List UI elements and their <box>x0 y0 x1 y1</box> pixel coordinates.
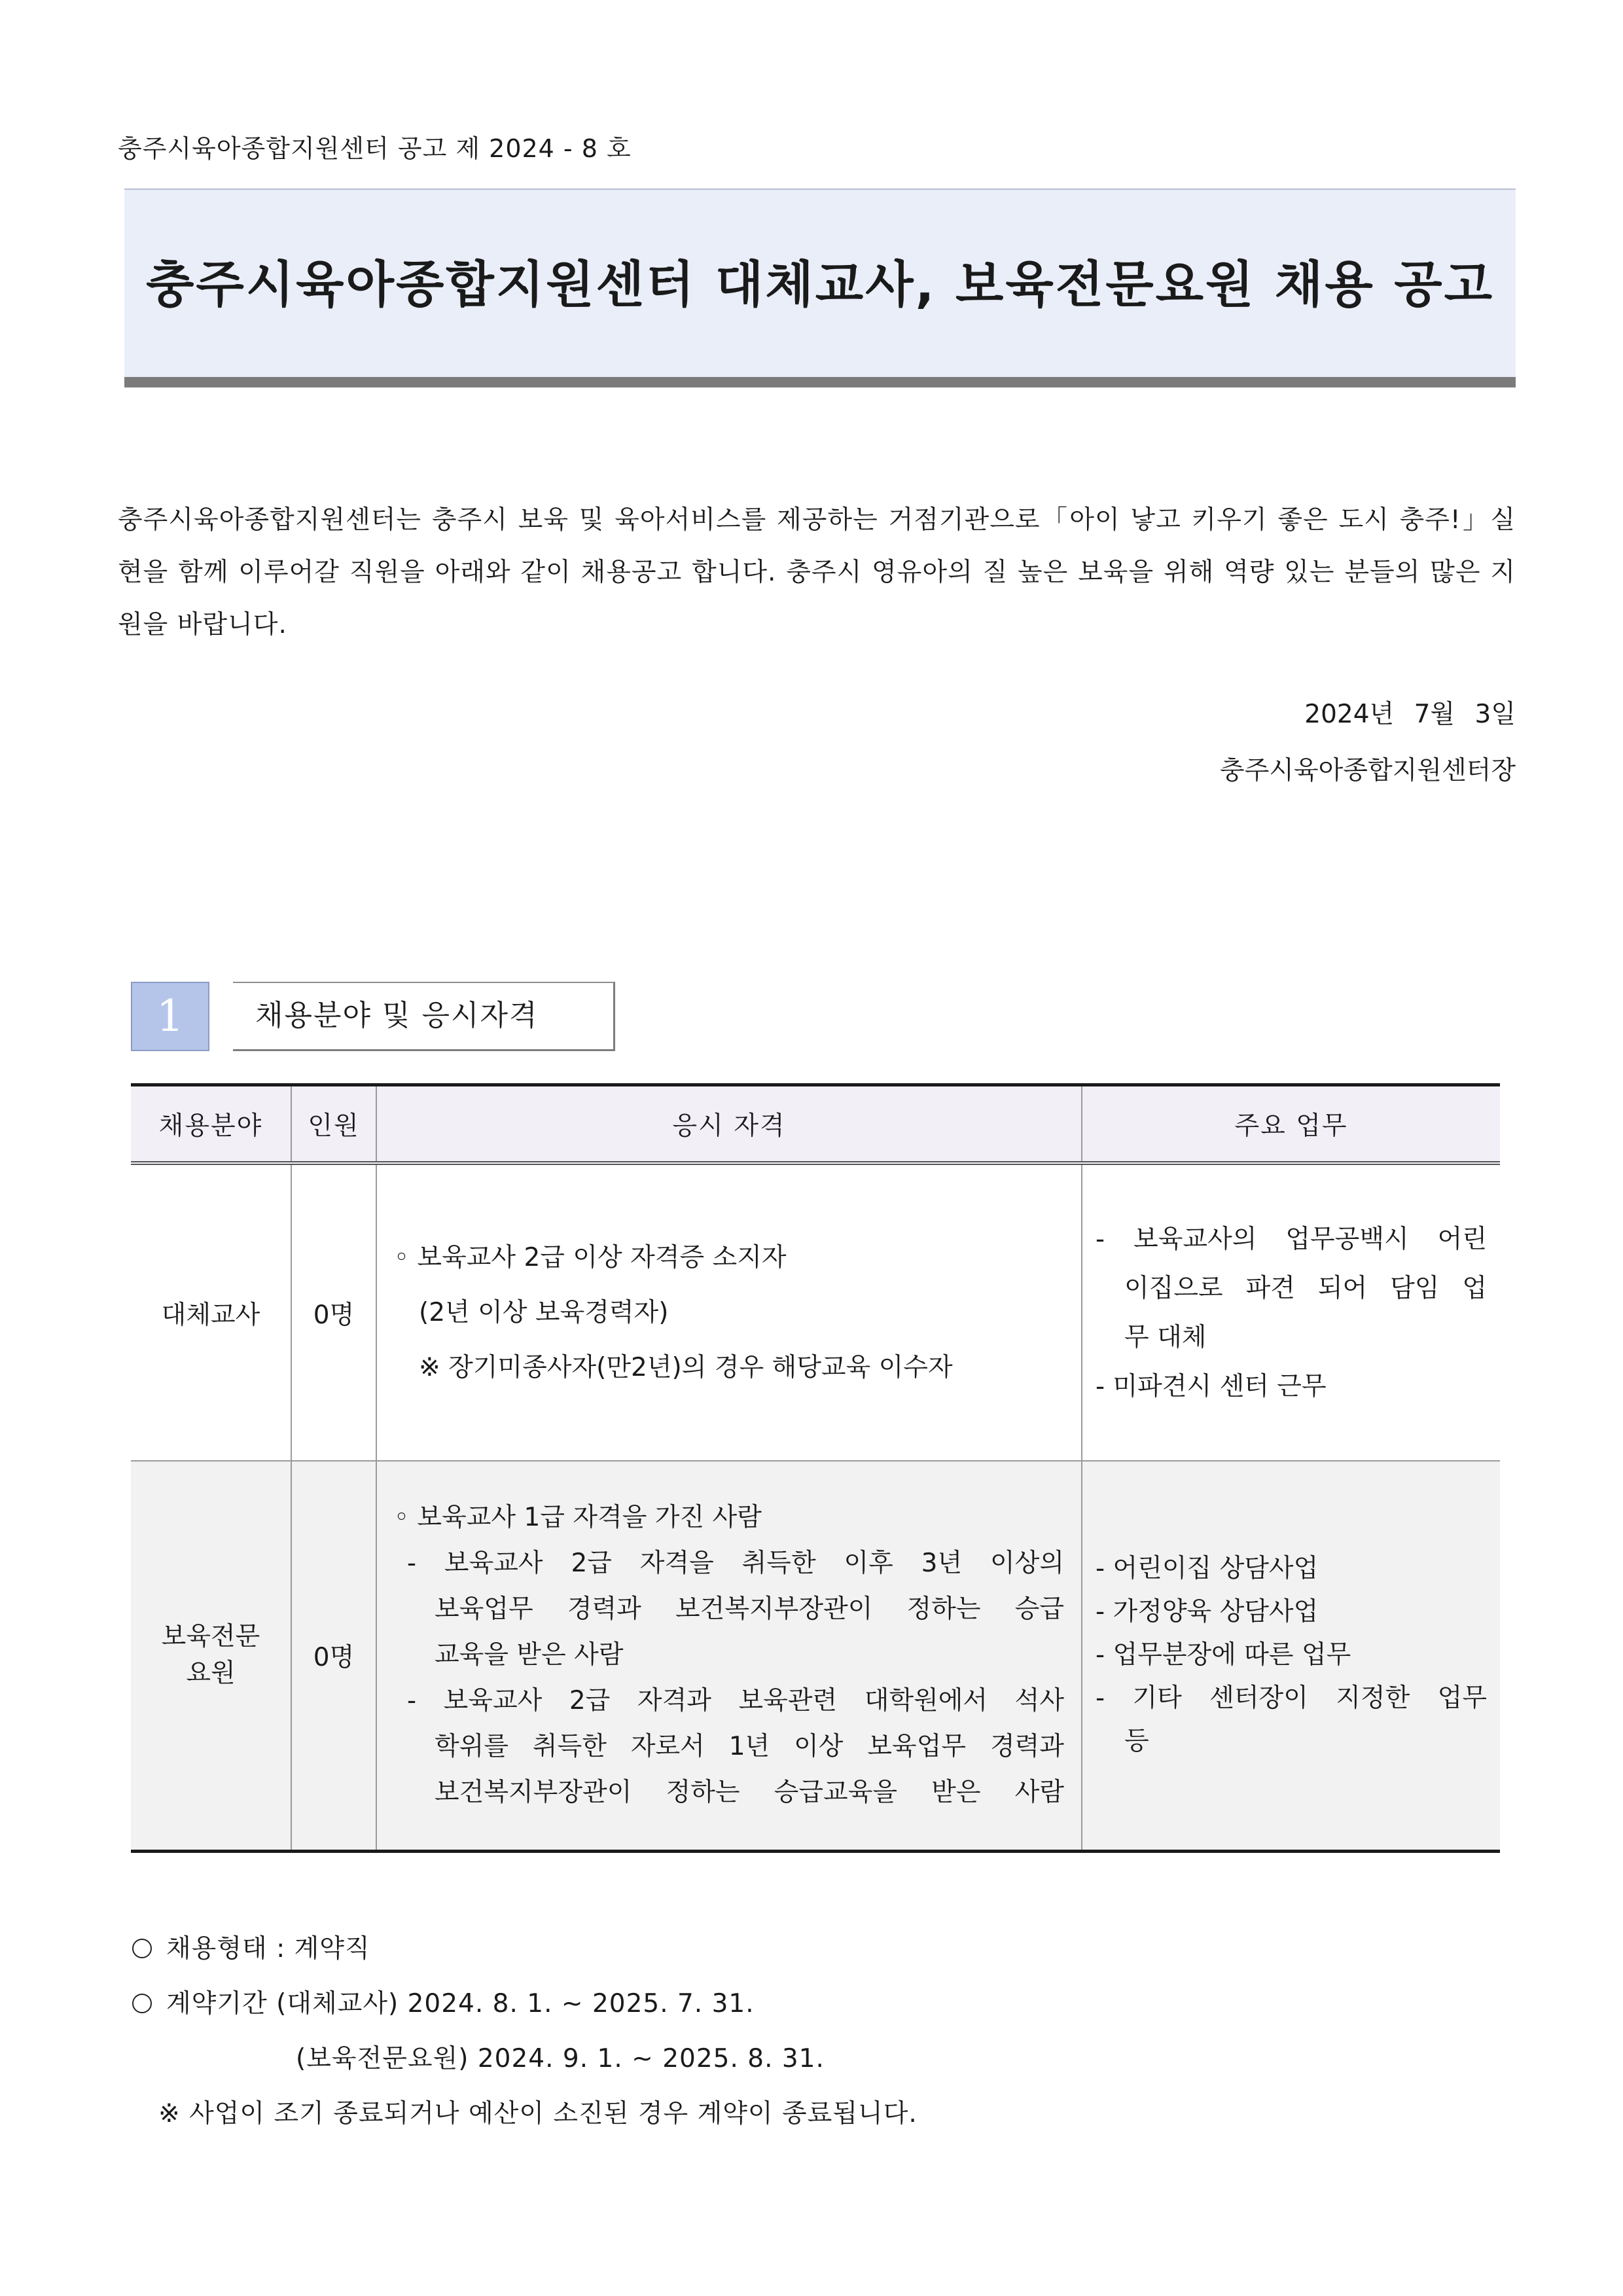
section-title: 채용분야 및 응시자격 <box>233 982 615 1051</box>
contract-period-line <box>132 1977 918 2032</box>
page-title: 충주시육아종합지원센터 대체교사, 보육전문요원 채용 공고 <box>145 255 1495 314</box>
employment-type: 채용형태 : 계약직 <box>166 1934 370 1964</box>
contract-note: ※ 사업이 조기 종료되거나 예산이 소진된 경우 계약이 종료됩니다. <box>158 2099 918 2128</box>
circle-bullet-icon <box>132 1994 152 2013</box>
duties-cell <box>1082 1163 1500 1461</box>
qualification-line: - 보육교사 2급 자격과 보육관련 대학원에서 석사 <box>407 1686 1064 1716</box>
field-cell: 대체교사 <box>131 1163 291 1461</box>
qualifications-cell <box>376 1163 1082 1461</box>
duty-line: - 업무분장에 따른 업무 <box>1096 1640 1351 1670</box>
qualification-line: 보건복지부장관이 정하는 승급교육을 받은 사람 <box>435 1778 1064 1808</box>
intro-paragraph: 충주시육아종합지원센터는 충주시 보육 및 육아서비스를 제공하는 거점기관으로「아이 낳고 키우기 좋은 도시 충주!」실현을 함께 이루어갈 직원을 아래와 같이 채용공고 합니다. 충주시 영유아의 질 높은 보육을 위해 역량 있는 분들의 많은 지원을 바랍니다. <box>118 505 1516 639</box>
field-label-line: 보육전문 <box>161 1622 260 1652</box>
count-cell: 0명 <box>291 1461 376 1851</box>
duty-line: 무 대체 <box>1124 1322 1207 1352</box>
qualification-line: 교육을 받은 사람 <box>435 1640 624 1670</box>
header-duties: 주요 업무 <box>1082 1085 1500 1164</box>
duties-cell <box>1082 1461 1500 1851</box>
notice-date: 2024년 7월 3일 <box>1304 700 1516 729</box>
qualification-line: ◦ 보육교사 1급 자격을 가진 사람 <box>394 1503 762 1533</box>
title-underline <box>124 377 1516 387</box>
qualification-line: 보육업무 경력과 보건복지부장관이 정하는 승급 <box>435 1594 1064 1624</box>
qualification-line: (2년 이상 보육경력자) <box>419 1297 669 1327</box>
header-count: 인원 <box>291 1085 376 1164</box>
contract-period-1: 계약기간 (대체교사) 2024. 8. 1. ~ 2025. 7. 31. <box>166 1989 755 2018</box>
issuer-name: 충주시육아종합지원센터장 <box>1219 756 1516 785</box>
duty-line: - 미파견시 센터 근무 <box>1096 1371 1327 1401</box>
notice-number: 충주시육아종합지원센터 공고 제 2024 - 8 호 <box>118 134 632 163</box>
contract-period-2: (보육전문요원) 2024. 9. 1. ~ 2025. 8. 31. <box>296 2044 825 2073</box>
header-field: 채용분야 <box>131 1085 291 1164</box>
qualification-line: 학위를 취득한 자로서 1년 이상 보육업무 경력과 <box>435 1732 1064 1762</box>
duty-line: 이집으로 파견 되어 담임 업 <box>1124 1273 1487 1303</box>
section-number-badge: 1 <box>131 982 209 1051</box>
duty-line: - 어린이집 상담사업 <box>1096 1554 1319 1584</box>
field-cell <box>131 1461 291 1851</box>
recruitment-table <box>131 1083 1500 1853</box>
duty-line: - 보육교사의 업무공백시 어린 <box>1096 1224 1487 1254</box>
qualification-note: ※ 장기미종사자(만2년)의 경우 해당교육 이수자 <box>419 1352 953 1382</box>
table-row <box>131 1163 1500 1461</box>
title-box <box>124 188 1516 378</box>
qualifications-cell <box>376 1461 1082 1851</box>
footer-notes <box>132 1922 918 2142</box>
table-row <box>131 1461 1500 1851</box>
duty-line: 등 <box>1124 1727 1149 1757</box>
field-label-line: 요원 <box>186 1659 236 1689</box>
qualification-line: ◦ 보육교사 2급 이상 자격증 소지자 <box>394 1242 787 1272</box>
qualification-line: - 보육교사 2급 자격을 취득한 이후 3년 이상의 <box>407 1549 1064 1579</box>
duty-line: - 기타 센터장이 지정한 업무 <box>1096 1683 1487 1713</box>
header-qualifications: 응시 자격 <box>376 1085 1082 1164</box>
table-header-row <box>131 1085 1500 1164</box>
duty-line: - 가정양육 상담사업 <box>1096 1597 1319 1627</box>
employment-type-line <box>132 1922 918 1977</box>
circle-bullet-icon <box>132 1939 152 1958</box>
count-cell: 0명 <box>291 1163 376 1461</box>
